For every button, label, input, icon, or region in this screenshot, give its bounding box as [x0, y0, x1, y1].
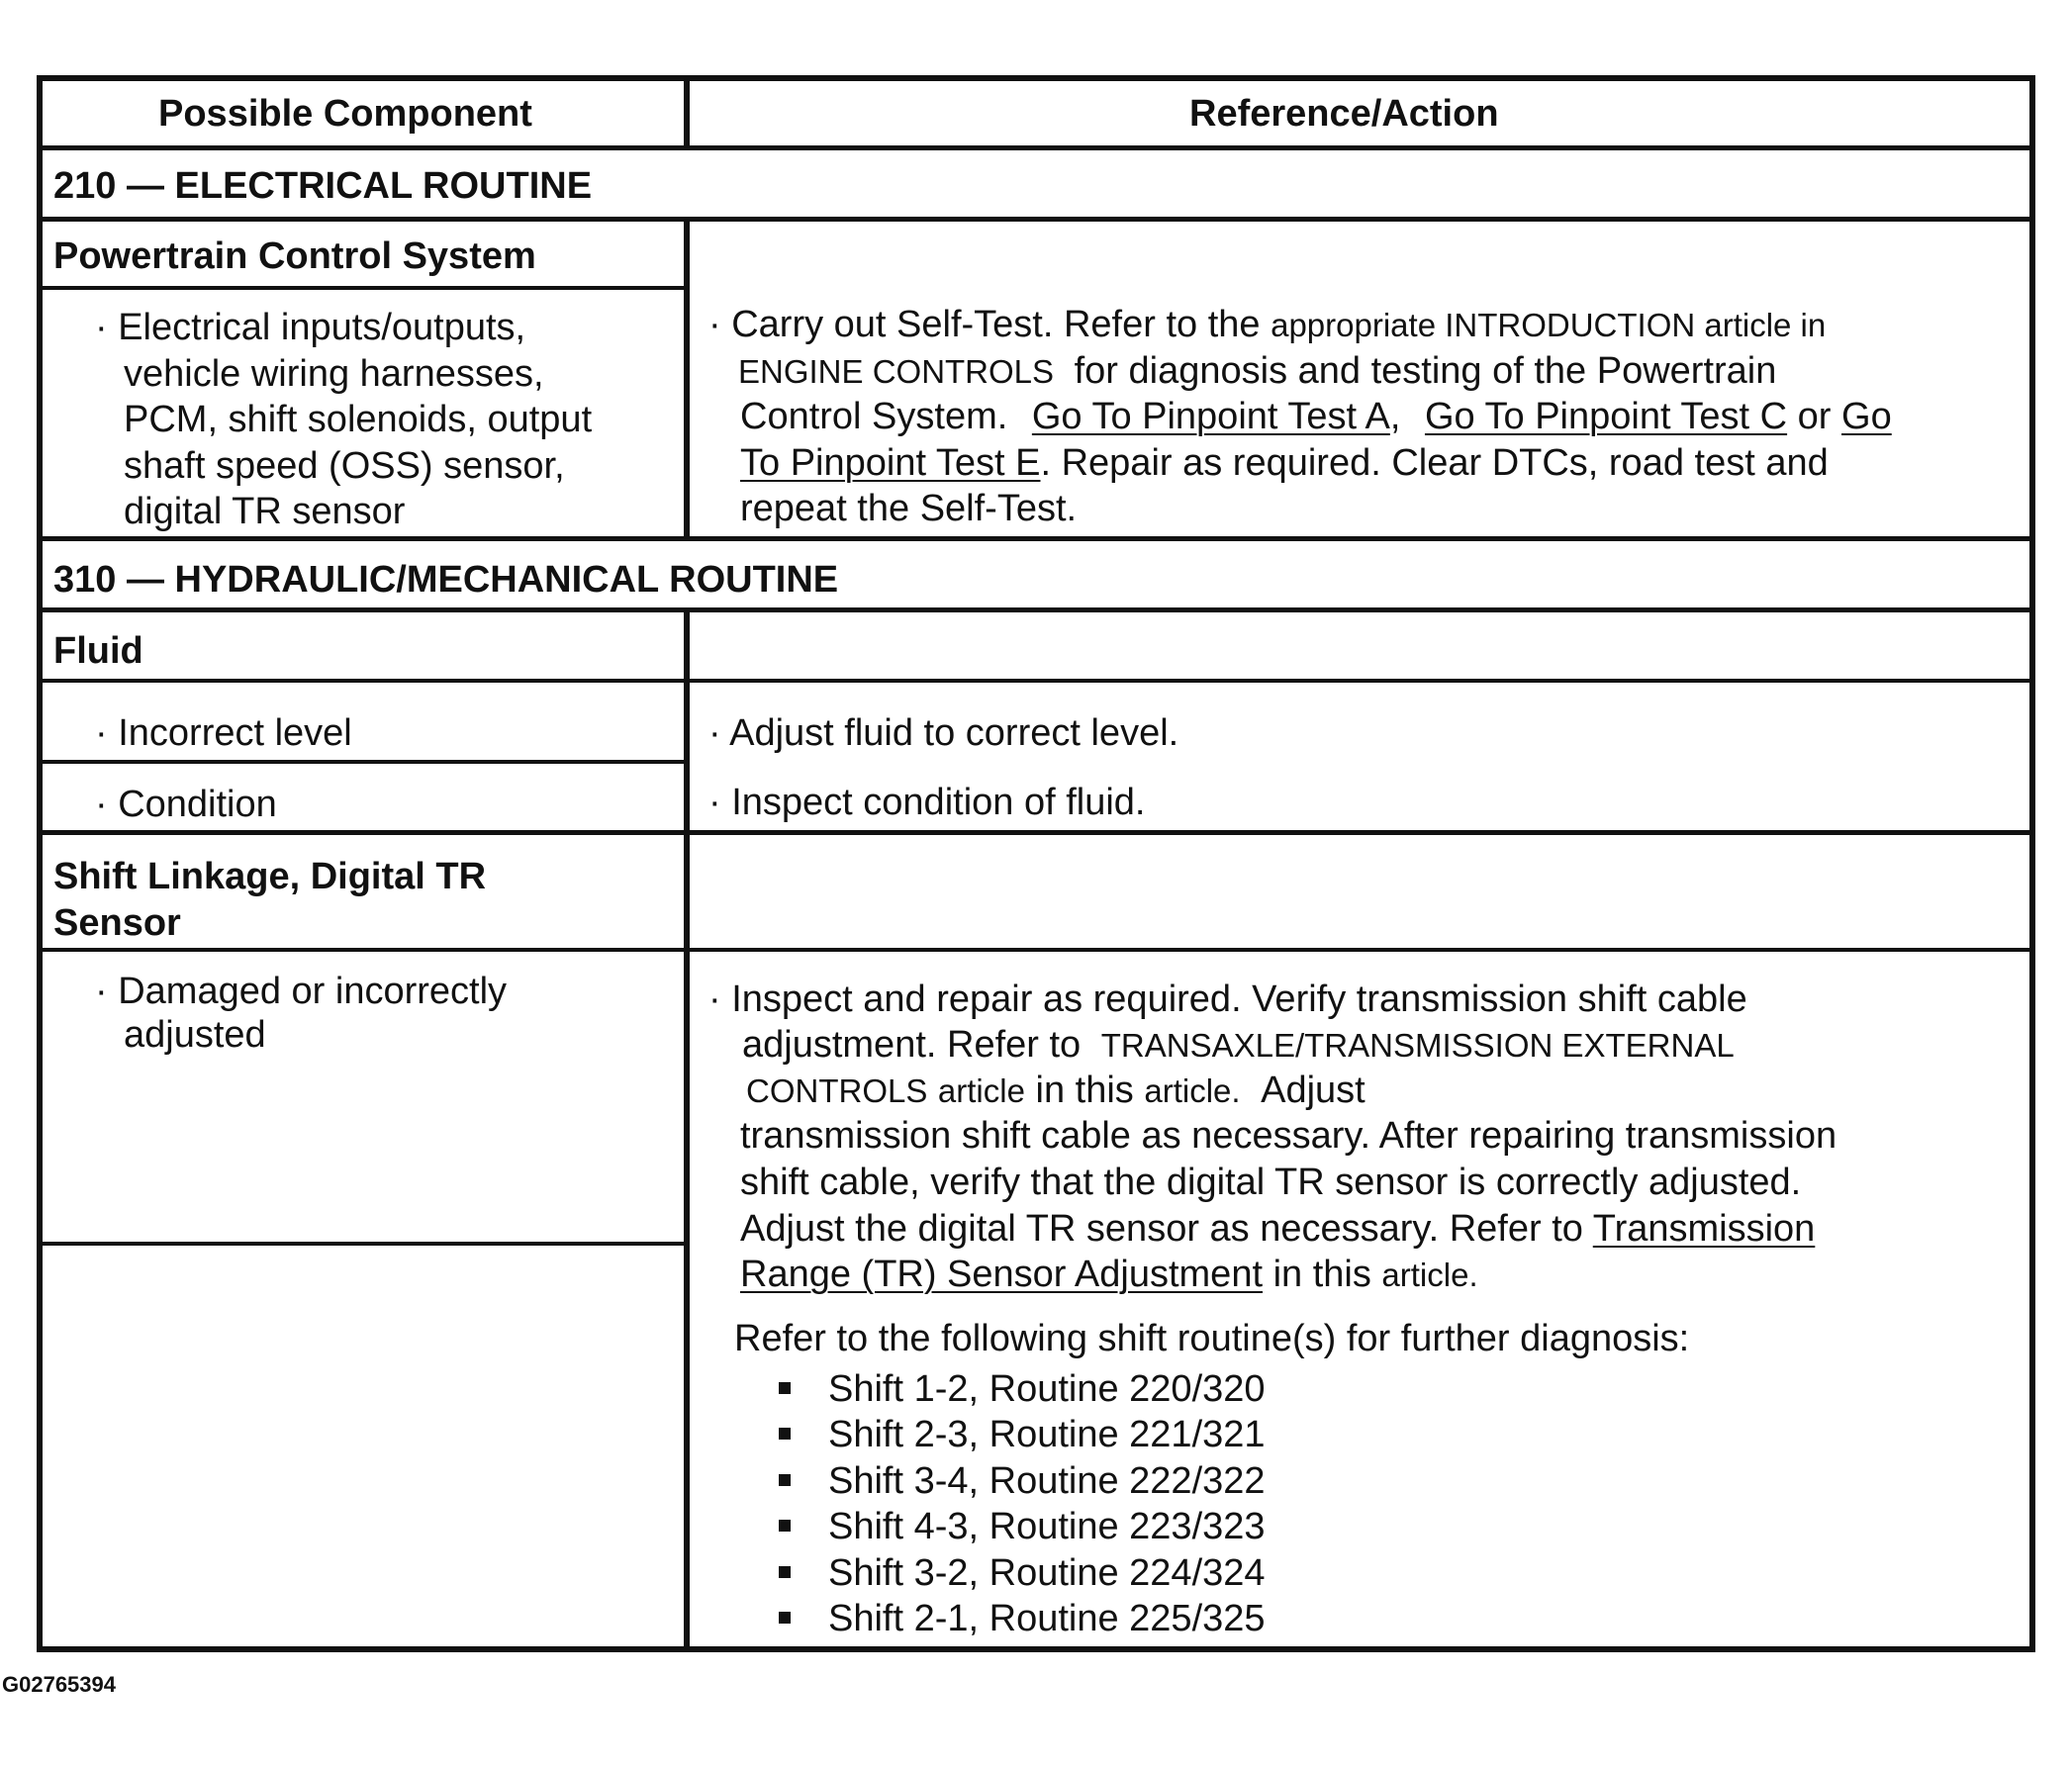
adjust-word: Adjust — [1261, 1070, 1366, 1111]
action-self-test-line-2 — [738, 348, 1776, 395]
section-310-title: 310 — HYDRAULIC/MECHANICAL ROUTINE — [53, 559, 839, 601]
table-border-top — [37, 75, 2035, 81]
in-this-text-2: in this — [1272, 1254, 1371, 1295]
section-310-top-divider — [37, 536, 2035, 541]
item-damaged-line-1: · Damaged or incorrectly — [95, 971, 508, 1012]
link-pinpoint-test-e-part-2[interactable]: To Pinpoint Test E — [740, 442, 1041, 484]
routine-list-item — [779, 1412, 1266, 1458]
in-this-text: in this — [1035, 1070, 1134, 1111]
action-inspect-line-5: shift cable, verify that the digital TR sensor is correctly adjusted. — [740, 1162, 1802, 1203]
link-separator-or: or — [1797, 396, 1832, 437]
item-electrical-inputs-line-5: digital TR sensor — [124, 491, 406, 532]
action-repair-text: . Repair as required. Clear DTCs, road test and — [1040, 442, 1829, 484]
routine-label: Shift 1-2, Routine 220/320 — [828, 1368, 1266, 1410]
item-damaged-line-2: adjusted — [124, 1014, 266, 1056]
routine-label: Shift 4-3, Routine 223/323 — [828, 1506, 1266, 1547]
routine-list-item — [779, 1550, 1266, 1597]
routine-list-item — [779, 1596, 1266, 1642]
incorrect-level-divider — [37, 760, 684, 764]
powertrain-divider — [37, 286, 684, 290]
group-powertrain-control-system: Powertrain Control System — [53, 235, 536, 277]
link-tr-sensor-adjustment-part-1[interactable]: Transmission — [1592, 1208, 1816, 1250]
table-border-bottom — [37, 1646, 2035, 1652]
action-refer-to-text: adjustment. Refer to — [742, 1024, 1082, 1066]
link-separator-comma: , — [1389, 396, 1401, 437]
routine-label: Shift 2-1, Routine 225/325 — [828, 1598, 1266, 1639]
action-inspect-line-7 — [740, 1252, 1478, 1298]
article-word-2: article. — [1381, 1257, 1478, 1293]
action-diagnosis-text: for diagnosis and testing of the Powertrain — [1074, 350, 1777, 392]
figure-id: G02765394 — [2, 1672, 116, 1697]
action-self-test-line-3 — [740, 394, 1892, 440]
transaxle-controls-ref: TRANSAXLE/TRANSMISSION EXTERNAL — [1100, 1027, 1735, 1064]
bullet-square-icon — [779, 1566, 791, 1578]
action-adjust-fluid: · Adjust fluid to correct level. — [708, 712, 1179, 754]
controls-ref: CONTROLS — [746, 1072, 928, 1109]
shift-linkage-divider — [37, 948, 2035, 952]
column-divider-1 — [684, 75, 690, 150]
table-border-left — [37, 75, 43, 1652]
link-tr-sensor-adjustment-part-2[interactable]: Range (TR) Sensor Adjustment — [740, 1254, 1264, 1295]
bullet-square-icon — [779, 1382, 791, 1394]
routine-list-item — [779, 1458, 1266, 1505]
action-self-test-text: · Carry out Self-Test. Refer to the — [708, 304, 1261, 345]
routines-intro: Refer to the following shift routine(s) for further diagnosis: — [734, 1318, 1690, 1359]
column-header-action: Reference/Action — [1189, 93, 1499, 135]
section-310-divider — [37, 607, 2035, 612]
routine-label: Shift 3-2, Routine 224/324 — [828, 1552, 1266, 1594]
action-inspect-line-1: · Inspect and repair as required. Verify transmission shift cable — [708, 978, 1747, 1020]
action-self-test-line-4 — [740, 440, 1829, 487]
engine-controls-ref: ENGINE CONTROLS — [738, 353, 1055, 390]
action-self-test-line-1 — [708, 302, 1826, 348]
action-inspect-line-4: transmission shift cable as necessary. After repairing transmission — [740, 1115, 1837, 1157]
routine-list-item — [779, 1366, 1266, 1413]
action-self-test-line-5: repeat the Self-Test. — [740, 488, 1078, 529]
article-word: article. — [1144, 1072, 1241, 1109]
item-incorrect-level: · Incorrect level — [95, 712, 352, 754]
bullet-square-icon — [779, 1612, 791, 1624]
group-shift-linkage-line-2: Sensor — [53, 902, 181, 944]
action-inspect-line-2 — [742, 1022, 1735, 1069]
action-inspect-line-6 — [740, 1206, 1815, 1253]
bullet-square-icon — [779, 1474, 791, 1486]
column-divider-2 — [684, 217, 690, 541]
adjust-tr-sensor-text: Adjust the digital TR sensor as necessary. Refer to — [740, 1208, 1583, 1250]
action-control-system-text: Control System. — [740, 396, 1008, 437]
action-inspect-line-3 — [746, 1068, 1366, 1114]
routine-label: Shift 2-3, Routine 221/321 — [828, 1414, 1266, 1455]
section-210-divider — [37, 217, 2035, 222]
routine-label: Shift 3-4, Routine 222/322 — [828, 1460, 1266, 1502]
item-electrical-inputs-line-1: · Electrical inputs/outputs, — [95, 307, 526, 348]
link-pinpoint-test-e-part-1[interactable]: Go — [1841, 396, 1892, 437]
action-inspect-fluid: · Inspect condition of fluid. — [708, 782, 1146, 823]
bullet-square-icon — [779, 1428, 791, 1440]
group-shift-linkage-line-1: Shift Linkage, Digital TR — [53, 856, 487, 897]
column-divider-3 — [684, 607, 690, 1652]
action-self-test-ref: appropriate INTRODUCTION article in — [1271, 307, 1827, 343]
routine-list-item — [779, 1504, 1266, 1550]
section-210-title: 210 — ELECTRICAL ROUTINE — [53, 165, 593, 207]
item-electrical-inputs-line-3: PCM, shift solenoids, output — [124, 399, 593, 440]
table-border-right — [2029, 75, 2035, 1652]
controls-article-word: article — [937, 1072, 1025, 1109]
link-pinpoint-test-a[interactable]: Go To Pinpoint Test A — [1031, 396, 1390, 437]
condition-divider — [37, 830, 2035, 835]
group-fluid: Fluid — [53, 630, 143, 672]
item-electrical-inputs-line-2: vehicle wiring harnesses, — [124, 353, 544, 395]
column-header-component: Possible Component — [158, 93, 532, 135]
fluid-divider — [37, 679, 2035, 683]
item-condition: · Condition — [95, 784, 277, 825]
header-divider — [37, 145, 2035, 150]
damaged-divider — [37, 1242, 684, 1246]
link-pinpoint-test-c[interactable]: Go To Pinpoint Test C — [1424, 396, 1788, 437]
item-electrical-inputs-line-4: shaft speed (OSS) sensor, — [124, 445, 565, 487]
bullet-square-icon — [779, 1520, 791, 1532]
